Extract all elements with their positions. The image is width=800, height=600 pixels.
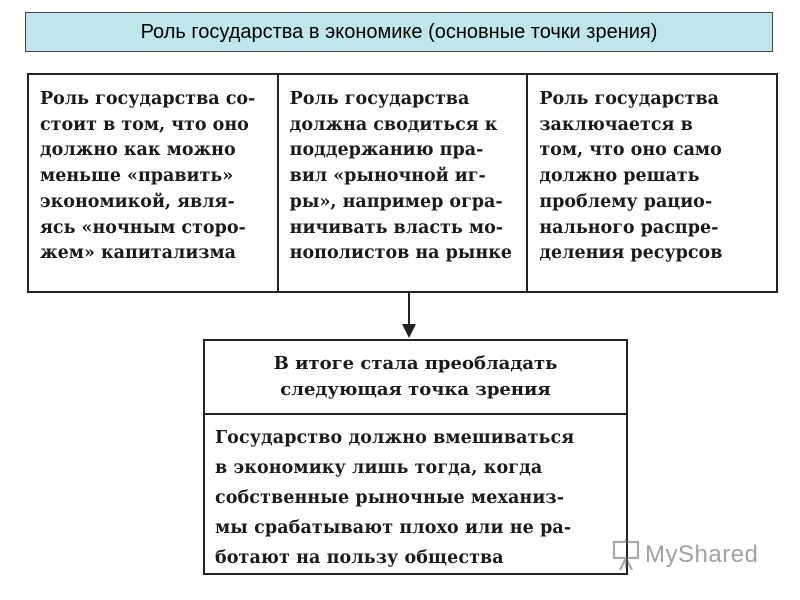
viewpoint-line: нополистов на рынке (289, 243, 512, 264)
viewpoint-line: Роль государства (289, 89, 470, 109)
viewpoint-line: стоит в том, что оно (40, 114, 249, 135)
viewpoint-line: Роль государства (539, 89, 719, 109)
viewpoint-line: проблему рацио- (539, 191, 713, 212)
viewpoint-line: заключается в (539, 114, 693, 135)
viewpoint-line: вил «рыночной иг- (289, 166, 486, 187)
viewpoint-line: деления ресурсов (539, 243, 723, 264)
viewpoints-table (27, 73, 778, 293)
viewpoint-line: должно как можно (40, 140, 236, 161)
viewpoint-line: ры», например огра- (289, 191, 503, 212)
viewpoint-line: должна сводиться к (289, 114, 498, 135)
viewpoint-line: нального распре- (539, 217, 719, 238)
watermark (611, 538, 758, 572)
viewpoint-line: должно решать (539, 166, 700, 187)
conclusion-heading-line: следующая точка зрения (280, 379, 551, 400)
conclusion-box (203, 339, 628, 575)
viewpoint-line: поддержанию пра- (289, 140, 484, 161)
conclusion-heading-line: В итоге стала преобладать (273, 353, 558, 374)
conclusion-line: в экономику лишь тогда, когда (215, 458, 543, 478)
viewpoint-line: ничивать власть мо- (289, 217, 504, 238)
conclusion-heading (205, 341, 626, 415)
watermark-text: MyShared (645, 541, 759, 568)
conclusion-line: Государство должно вмешиваться (215, 428, 575, 448)
conclusion-line: мы срабатывают плохо или не ра- (215, 518, 572, 538)
conclusion-line: ботают на пользу общества (215, 548, 504, 568)
viewpoint-line: Роль государства со- (40, 89, 256, 109)
arrow-down-icon (402, 324, 416, 338)
conclusion-line: собственные рыночные механиз- (215, 488, 565, 508)
viewpoint-cell-3 (526, 75, 776, 291)
conclusion-body (205, 415, 626, 579)
page-title-text: Роль государства в экономике (основные точки зрения) (140, 20, 658, 43)
viewpoint-line: экономикой, явля- (40, 191, 235, 212)
viewpoint-cell-1 (29, 75, 277, 291)
presentation-board-icon (611, 538, 641, 572)
connector-arrow-line (408, 293, 410, 327)
viewpoint-line: том, что оно само (539, 140, 722, 161)
viewpoint-line: жем» капитализма (40, 243, 237, 264)
page-title (25, 12, 773, 52)
viewpoint-line: меньше «править» (40, 166, 234, 187)
viewpoint-line: ясь «ночным сторо- (40, 217, 246, 238)
viewpoint-cell-2 (277, 75, 527, 291)
